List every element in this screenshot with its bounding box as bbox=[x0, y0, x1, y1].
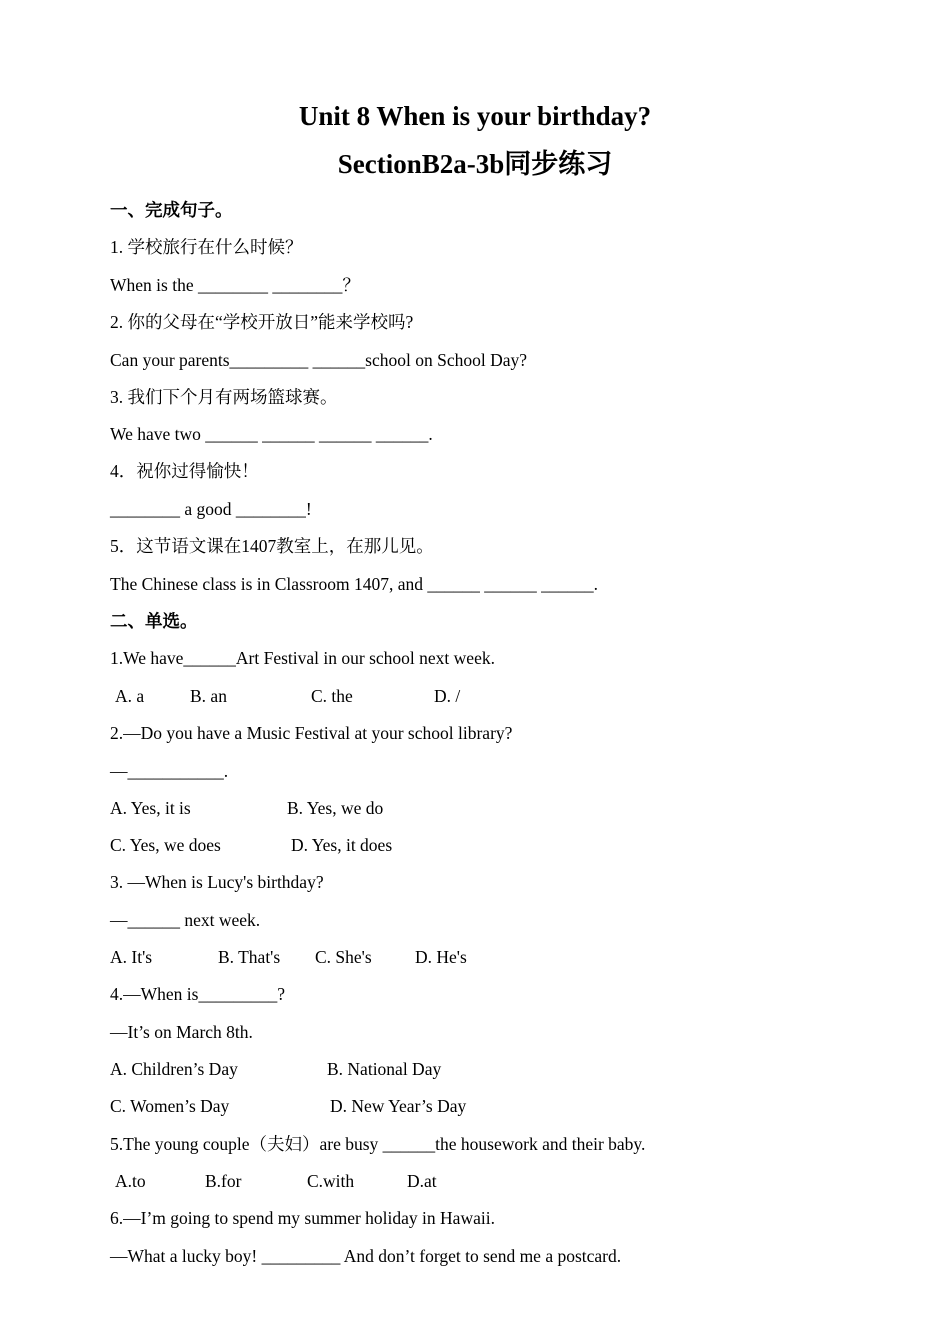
s2-q3-option-a: A. It's bbox=[110, 947, 153, 967]
s2-q2-option-d: D. Yes, it does bbox=[291, 835, 393, 855]
s2-q5-option-b: B.for bbox=[205, 1171, 242, 1191]
s1-q1-english: When is the ________ ________？ bbox=[110, 275, 360, 295]
s2-q2-option-b: B. Yes, we do bbox=[287, 798, 384, 818]
s2-q4-option-d: D. New Year’s Day bbox=[330, 1096, 467, 1116]
s2-q4-option-a: A. Children’s Day bbox=[110, 1059, 238, 1079]
s2-q4-answer-line: —It’s on March 8th. bbox=[110, 1022, 253, 1042]
s2-q5-stem: 5.The young couple（夫妇）are busy ______the housework and their baby. bbox=[110, 1134, 646, 1154]
s1-q2-chinese: 2. 你的父母在“学校开放日”能来学校吗? bbox=[110, 312, 414, 332]
s2-q6-stem: 6.—I’m going to spend my summer holiday in Hawaii. bbox=[110, 1208, 495, 1228]
s1-q4-english: ________ a good ________! bbox=[110, 499, 312, 519]
s2-q5-option-d: D.at bbox=[407, 1171, 437, 1191]
s2-q3-stem: 3. —When is Lucy's birthday? bbox=[110, 872, 324, 892]
s2-q3-option-c: C. She's bbox=[315, 947, 372, 967]
s2-q4-option-b: B. National Day bbox=[327, 1059, 442, 1079]
s1-q3-chinese: 3. 我们下个月有两场篮球赛。 bbox=[110, 387, 338, 407]
s1-q4-chinese: 4．祝你过得愉快！ bbox=[110, 461, 259, 481]
s1-q3-english: We have two ______ ______ ______ ______. bbox=[110, 424, 433, 444]
unit-title: Unit 8 When is your birthday? bbox=[298, 101, 652, 131]
s2-q1-stem: 1.We have______Art Festival in our school next week. bbox=[110, 648, 495, 668]
s2-q2-answer-line: —___________. bbox=[110, 761, 229, 781]
s2-q3-option-d: D. He's bbox=[415, 947, 467, 967]
s1-q5-english: The Chinese class is in Classroom 1407, and ______ ______ ______. bbox=[110, 574, 599, 594]
s1-q2-english: Can your parents_________ ______school on School Day? bbox=[110, 350, 528, 370]
s2-q2-option-c: C. Yes, we does bbox=[110, 835, 221, 855]
s2-q4-stem: 4.—When is_________? bbox=[110, 984, 285, 1004]
section2-heading: 二、单选。 bbox=[110, 611, 198, 631]
s1-q5-chinese: 5．这节语文课在1407教室上，在那儿见。 bbox=[110, 536, 434, 556]
s2-q5-option-a: A.to bbox=[115, 1171, 146, 1191]
s2-q2-option-a: A. Yes, it is bbox=[110, 798, 191, 818]
s2-q6-answer-line: —What a lucky boy! _________ And don’t forget to send me a postcard. bbox=[110, 1246, 622, 1266]
section-title: SectionB2a-3b同步练习 bbox=[337, 149, 613, 179]
section1-heading: 一、完成句子。 bbox=[110, 200, 233, 220]
s2-q1-option-c: C. the bbox=[311, 686, 353, 706]
s2-q5-option-c: C.with bbox=[307, 1171, 355, 1191]
s2-q1-option-a: A. a bbox=[115, 686, 145, 706]
s2-q3-option-b: B. That's bbox=[218, 947, 281, 967]
s2-q3-answer-line: —______ next week. bbox=[110, 910, 261, 930]
s2-q4-option-c: C. Women’s Day bbox=[110, 1096, 230, 1116]
s2-q1-option-d: D. / bbox=[434, 686, 461, 706]
s2-q2-stem: 2.—Do you have a Music Festival at your school library? bbox=[110, 723, 513, 743]
s2-q1-option-b: B. an bbox=[190, 686, 227, 706]
s1-q1-chinese: 1. 学校旅行在什么时候？ bbox=[110, 237, 303, 257]
